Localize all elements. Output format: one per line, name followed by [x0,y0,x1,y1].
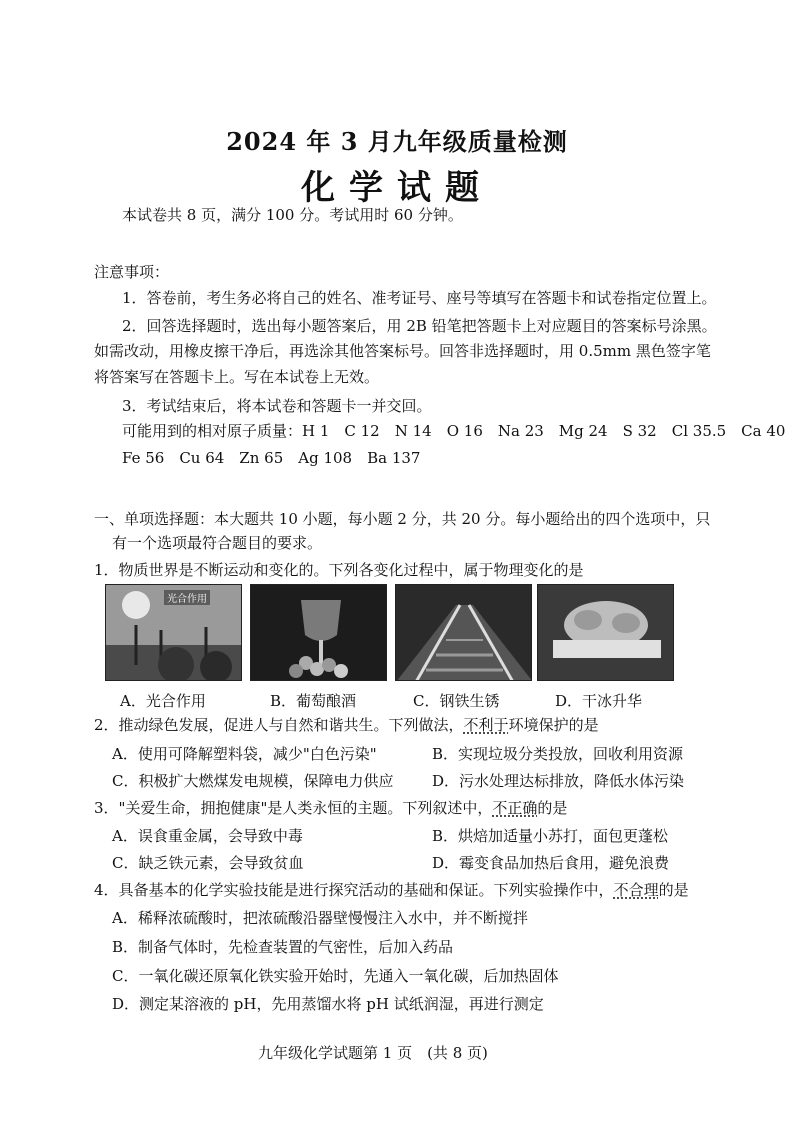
question-4-option-c: C．一氧化碳还原氧化铁实验开始时，先通入一氧化碳，后加热固体 [112,967,559,985]
question-4-option-d: D．测定某溶液的 pH，先用蒸馏水将 pH 试纸润湿，再进行测定 [112,995,544,1013]
winemaking-photo [250,584,387,681]
photosynthesis-photo [105,584,242,681]
atomic-mass-line-1: 可能用到的相对原子质量：H 1 C 12 N 14 O 16 Na 23 Mg 24 S 32 Cl 35.5 Ca 40 [122,422,786,440]
stem-text: 3．"关爱生命，拥抱健康"是人类永恒的主题。下列叙述中， [94,799,493,817]
question-2-option-d: D．污水处理达标排放，降低水体污染 [432,772,685,790]
atomic-mass-line-2: Fe 56 Cu 64 Zn 65 Ag 108 Ba 137 [122,449,421,467]
exam-title: 2024 年 3 月九年级质量检测 [226,127,568,156]
question-1-option-d: D．干冰升华 [555,692,643,710]
notice-item-3: 3．考试结束后，将本试卷和答题卡一并交回。 [122,397,432,415]
question-2-stem [94,715,599,735]
section-1-heading-line-2: 有一个选项最符合题目的要求。 [112,534,323,552]
stem-text: 4．具备基本的化学实验技能是进行探究活动的基础和保证。下列实验操作中， [94,881,614,899]
question-2-option-c: C．积极扩大燃煤发电规模，保障电力供应 [112,772,394,790]
subject-title: 化学试题 [301,168,493,208]
photo-caption: 光合作用 [164,590,210,605]
stem-text: 环境保护的是 [508,716,599,734]
notice-item-1: 1．答卷前，考生务必将自己的姓名、准考证号、座号等填写在答题卡和试卷指定位置上。 [122,289,717,307]
question-2-option-a: A．使用可降解塑料袋，减少"白色污染" [112,745,377,763]
question-3-option-c: C．缺乏铁元素，会导致贫血 [112,854,304,872]
question-1-option-b: B．葡萄酿酒 [270,692,357,710]
question-4-option-a: A．稀释浓硫酸时，把浓硫酸沿器壁慢慢注入水中，并不断搅拌 [112,909,528,927]
question-1-option-a: A．光合作用 [120,692,206,710]
rusty-rails-photo [395,584,532,681]
question-4-option-b: B．制备气体时，先检查装置的气密性，后加入药品 [112,938,454,956]
stem-text: 的是 [658,881,689,899]
notice-item-2-line-2: 如需改动，用橡皮擦干净后，再选涂其他答案标号。回答非选择题时，用 0.5mm 黑色签字笔 [94,342,711,360]
question-4-stem [94,880,689,900]
question-3-stem [94,798,567,818]
stem-text: 2．推动绿色发展，促进人与自然和谐共生。下列做法， [94,716,464,734]
emphasis-text: 不合理 [613,881,659,899]
question-1-stem: 1．物质世界是不断运动和变化的。下列各变化过程中，属于物理变化的是 [94,561,584,579]
notice-item-2-line-1: 2．回答选择题时，选出每小题答案后，用 2B 铅笔把答题卡上对应题目的答案标号涂黑。 [122,317,717,335]
question-3-option-a: A．误食重金属，会导致中毒 [112,827,303,845]
question-3-option-b: B．烘焙加适量小苏打，面包更蓬松 [432,827,669,845]
dry-ice-photo [537,584,674,681]
stem-text: 的是 [537,799,568,817]
emphasis-text: 不正确 [492,799,538,817]
notice-item-2-line-3: 将答案写在答题卡上。写在本试卷上无效。 [94,368,380,386]
question-2-option-b: B．实现垃圾分类投放，回收利用资源 [432,745,684,763]
question-3-option-d: D．霉变食品加热后食用，避免浪费 [432,854,670,872]
notice-heading: 注意事项： [94,263,170,281]
section-1-heading-line-1: 一、单项选择题：本大题共 10 小题，每小题 2 分，共 20 分。每小题给出的四个选项中，只 [94,510,711,528]
emphasis-text: 不利于 [463,716,509,734]
question-1-option-c: C．钢铁生锈 [413,692,500,710]
page-footer: 九年级化学试题第 1 页 (共 8 页) [258,1044,488,1062]
exam-info: 本试卷共 8 页，满分 100 分。考试用时 60 分钟。 [122,206,463,224]
